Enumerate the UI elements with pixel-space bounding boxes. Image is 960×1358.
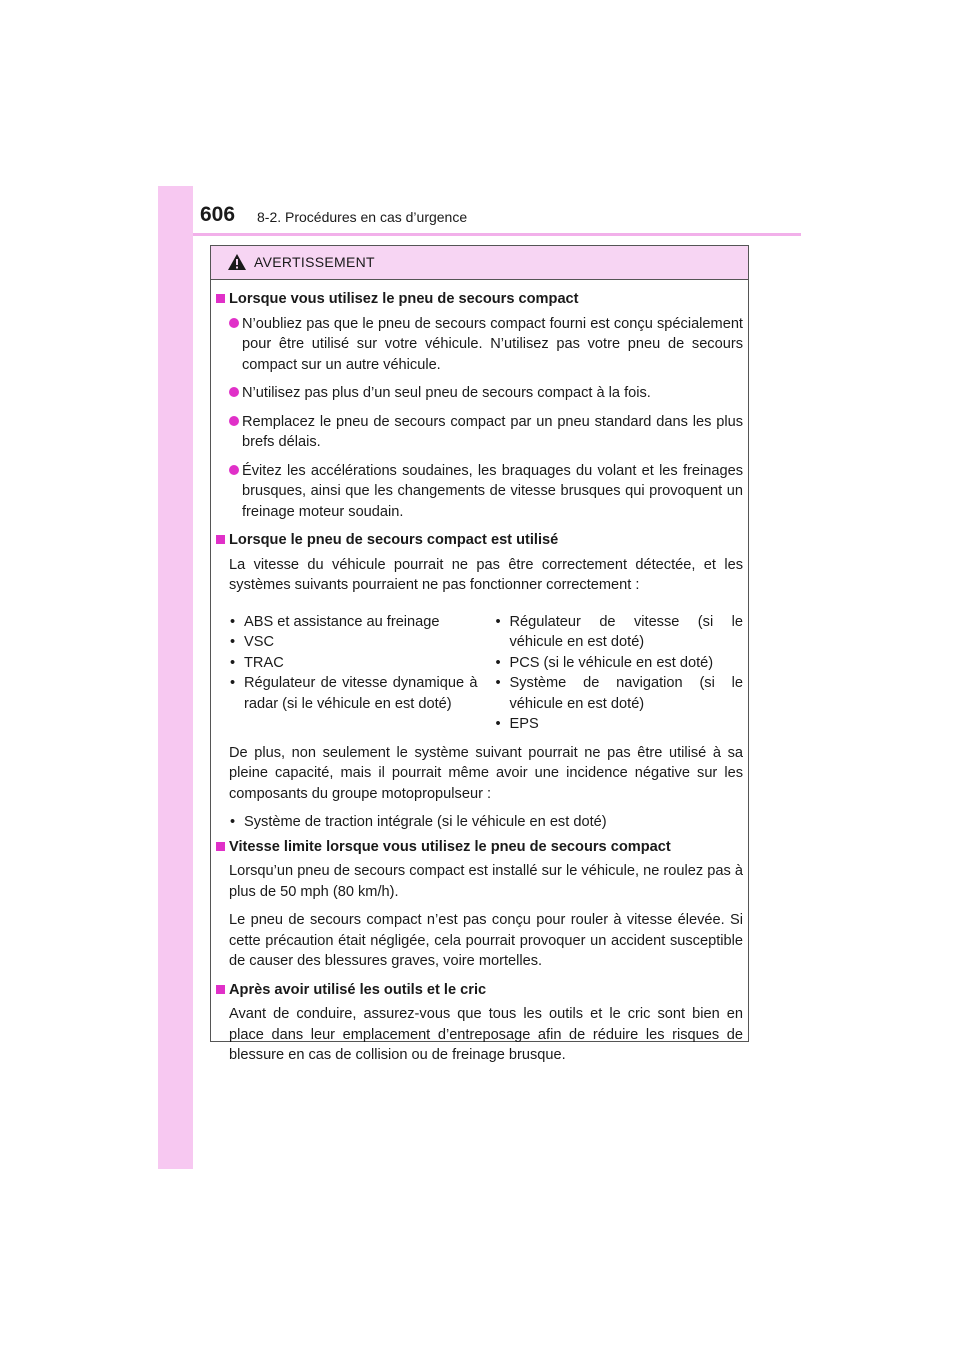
- section-heading: Vitesse limite lorsque vous utilisez le pneu de secours compact: [216, 837, 743, 858]
- section-paragraph: Lorsqu’un pneu de secours compact est installé sur le véhicule, ne roulez pas à plus de 50 mph (80 km/h).: [229, 863, 743, 900]
- bullet-item: Évitez les accélérations soudaines, les braquages du volant et les freinages brusques, ainsi que les changements de vitesse brusques qui provoquent un freinage moteur soudain.: [216, 461, 743, 523]
- section-paragraph: Avant de conduire, assurez-vous que tous les outils et le cric sont bien en place dans leur emplacement d’entreposage afin de réduire les risques de blessure en cas de collision ou de freinage brusque.: [229, 1006, 743, 1063]
- warning-triangle-icon: [227, 253, 247, 271]
- warning-title: AVERTISSEMENT: [254, 254, 375, 270]
- list-item: • EPS: [495, 714, 744, 735]
- list-item: • Régulateur de vitesse dynamique à radar (si le véhicule en est doté): [229, 673, 478, 714]
- list-item: • TRAC: [229, 653, 478, 674]
- bullet-item: N’oubliez pas que le pneu de secours compact fourni est conçu spécialement pour être utilisé sur votre véhicule. N’utilisez pas votre pneu de secours compact sur un autre véhicule.: [216, 314, 743, 376]
- section-paragraph: Le pneu de secours compact n’est pas conçu pour rouler à vitesse élevée. Si cette précaution était négligée, cela pourrait provoquer un accident susceptible de causer des blessures graves, voire mortelles.: [229, 912, 743, 969]
- system-list: [216, 612, 743, 735]
- system-list-left: [229, 612, 478, 735]
- warning-header: [211, 246, 748, 280]
- warning-box: [210, 245, 749, 1063]
- bullet-item: Remplacez le pneu de secours compact par un pneu standard dans les plus brefs délais.: [216, 412, 743, 453]
- warning-content: [216, 289, 743, 1074]
- chapter-title: 8-2. Procédures en cas d’urgence: [257, 209, 468, 225]
- header-rule: [193, 233, 801, 236]
- list-item: • Système de traction intégrale (si le véhicule en est doté): [216, 812, 743, 833]
- section-heading: Lorsque vous utilisez le pneu de secours compact: [216, 289, 743, 310]
- bullet-item: N’utilisez pas plus d’un seul pneu de secours compact à la fois.: [216, 383, 743, 404]
- section-heading: Après avoir utilisé les outils et le cric: [216, 980, 743, 1001]
- list-item: • PCS (si le véhicule en est doté): [495, 653, 744, 674]
- list-item: • Système de navigation (si le véhicule en est doté): [495, 673, 744, 714]
- chapter-side-tab: [158, 186, 193, 1169]
- section-paragraph: La vitesse du véhicule pourrait ne pas être correctement détectée, et les systèmes suivants pourraient ne pas fonctionner correctement :: [229, 556, 743, 593]
- list-item: • VSC: [229, 632, 478, 653]
- list-item: • ABS et assistance au freinage: [229, 612, 478, 633]
- list-item: • Régulateur de vitesse (si le véhicule en est doté): [495, 612, 744, 653]
- page-number: 606: [200, 203, 236, 226]
- section-paragraph: De plus, non seulement le système suivant pourrait ne pas être utilisé à sa pleine capacité, mais il pourrait même avoir une incidence négative sur les composants du groupe motopropulseur :: [229, 744, 743, 802]
- section-heading: Lorsque le pneu de secours compact est utilisé: [216, 530, 743, 551]
- system-list-right: [495, 612, 744, 735]
